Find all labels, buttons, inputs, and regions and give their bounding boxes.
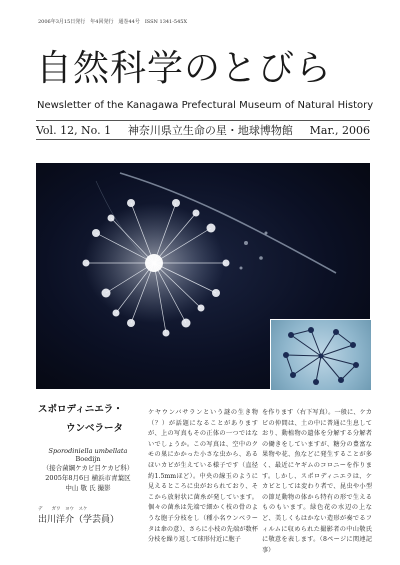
- photographer-credit: 中山 敬 氏 撮影: [65, 484, 111, 492]
- publication-line: 2006年3月15日発行 年4回発行 通巻44号 ISSN 1341-545X: [38, 19, 188, 25]
- volume-number: Vol. 12, No. 1: [36, 123, 112, 137]
- author-ruby: デ ガワ ヨウ スケ: [38, 507, 88, 512]
- issue-info-row: [36, 121, 370, 139]
- date-place: 2005年8月6日 横浜市青葉区: [45, 474, 131, 482]
- sci-author: Boedijn: [75, 455, 101, 463]
- newsletter-title: 自然科学のとびら: [36, 48, 333, 89]
- article-column-1: ケヤウンバサランという謎の生き物（？）が話題になることがありますが、上の写真もその正体の一つではないでしょうか。この写真は、空中のクモの巣にかかった小さな虫から、あるほいカビが生えている様子です（直径約1.5mmほど）。中央の線玉のように見えるところに虫がおられており、そこから放射状に菌糸が発しています。個々の菌糸は先端で細かく枝の骨のような胞子分枝をし（種小名ウンベラータは傘の意）、さらに小枝の先端が数杯分枝を繰り返して球形付近に胞子: [148, 409, 258, 544]
- article-column-2: を作ります（右下写真）。一般に、ケカビの仲間は、土の中に普通に生息しており、動植物の遺体を分解する分解者の働きをしていますが、糖分の豊富な果物や花、魚などに発生することが多く、最近にヤギムのコロニーを作ります。しかし、スポロディニエラは、ケカビとしては変わり者で、昆虫や小型の節足動物の体から特有の形で生えるものもいます。緑色花の水辺の上など、美しくもはかない造形が奏でるフィルムに収められた撮影者の中山敬氏に敬意を表します。（8ページに関連記事）: [262, 409, 372, 554]
- museum-name: 神奈川県立生命の星・地球博物館: [127, 124, 293, 137]
- issue-date: Mar., 2006: [309, 123, 370, 137]
- species-scientific-name: [38, 447, 138, 463]
- author-name: 出川洋介（学芸員）: [38, 515, 120, 525]
- inset-photo: [270, 319, 372, 391]
- species-name-jp-line2: ウンベラータ: [66, 423, 124, 434]
- newsletter-subtitle: Newsletter of the Kanagawa Prefectural Museum of Natural History: [37, 100, 374, 111]
- sci-name: Sporodiniella umbellata: [48, 447, 128, 455]
- species-name-jp-line1: スポロディニエラ・: [38, 404, 123, 415]
- header-rule-bottom: [36, 139, 370, 140]
- taxonomy-note: （接合菌綱ケカビ目ケカビ科）: [42, 464, 134, 472]
- sporangium-inset-illustration: [271, 320, 371, 390]
- photo-caption: [38, 403, 138, 493]
